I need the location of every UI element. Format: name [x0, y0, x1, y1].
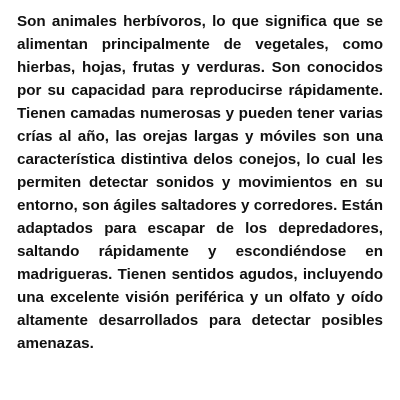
body-paragraph: Son animales herbívoros, lo que significa que se alimentan principalmente de vegetales, como hierbas, hojas, frutas y verduras. Son conocidos por su capacidad para reproducirse rápidamente. Tienen camadas numerosas y pueden tener varias crías al año, las orejas largas y móviles son una característica distintiva delos conejos, lo cual les permiten detectar sonidos y movimientos en su entorno, son ágiles saltadores y corredores. Están adaptados para escapar de los depredadores, saltando rápidamente y escondiéndose en madrigueras. Tienen sentidos agudos, incluyendo una excelente visión periférica y un olfato y oído altamente desarrollados para detectar posibles amenazas.: [17, 13, 383, 352]
